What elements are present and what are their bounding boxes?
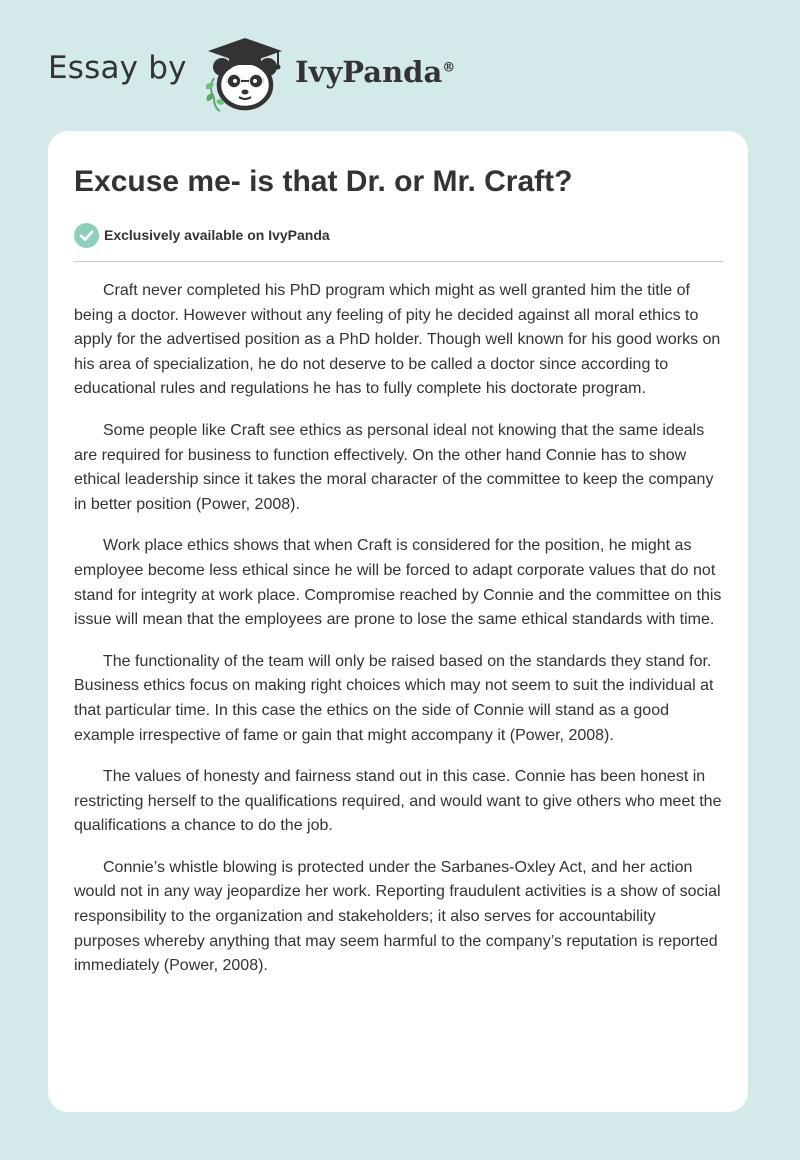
essay-by-label: Essay by bbox=[48, 50, 187, 86]
panda-graduate-icon[interactable] bbox=[202, 34, 286, 112]
exclusive-badge bbox=[74, 222, 330, 248]
article-paragraph: Craft never completed his PhD program which might as well granted him the title of being a doctor. However without any feeling of pity he decided against all moral ethics to apply for the advertised position as a PhD holder. Though well known for his good works on his area of specialization, he do not deserve to be called a doctor since according to educational rules and regulations he has to fully complete his doctorate program. bbox=[74, 282, 721, 398]
article-paragraph: The values of honesty and fairness stand out in this case. Connie has been honest in restricting herself to the qualifications required, and would want to give others who meet the qualifications a chance to do the job. bbox=[74, 768, 722, 835]
exclusive-badge-label: Exclusively available on IvyPanda bbox=[104, 227, 330, 243]
article-paragraph: Work place ethics shows that when Craft is considered for the position, he might as employee become less ethical since he will be forced to adapt corporate values that do not stand for integrity at work place. Compromise reached by Connie and the committee on this issue will mean that the employees are prone to lose the same ethical standards with time. bbox=[74, 537, 722, 629]
article-paragraph: Some people like Craft see ethics as personal ideal not knowing that the same ideals are required for business to function effectively. On the other hand Connie has to show ethical leadership since it takes the moral character of the committee to keep the company in better position (Power, 2008). bbox=[74, 421, 714, 513]
site-header bbox=[0, 0, 800, 130]
article-paragraph: Connie’s whistle blowing is protected under the Sarbanes-Oxley Act, and her action would not in any way jeopardize her work. Reporting fraudulent activities is a show of social responsibility to the organization and stakeholders; it also serves for accountability purposes whereby anything that may seem harmful to the company’s reputation is reported immediately (Power, 2008). bbox=[74, 858, 721, 975]
check-circle-icon bbox=[74, 223, 99, 248]
brand-name[interactable] bbox=[295, 55, 455, 89]
brand-name-text: IvyPanda bbox=[295, 55, 443, 89]
registered-mark: ® bbox=[442, 60, 456, 76]
article-body bbox=[74, 279, 724, 996]
title-divider bbox=[74, 261, 724, 262]
article-card bbox=[48, 131, 748, 1112]
article-paragraph: The functionality of the team will only be raised based on the standards they stand for. Business ethics focus on making right choices which may not seem to suit the individual at that particular time. In this case the ethics on the side of Connie will stand as a good example irrespective of fame or gain that might accompany it (Power, 2008). bbox=[74, 652, 714, 744]
page-title: Excuse me- is that Dr. or Mr. Craft? bbox=[74, 165, 573, 198]
